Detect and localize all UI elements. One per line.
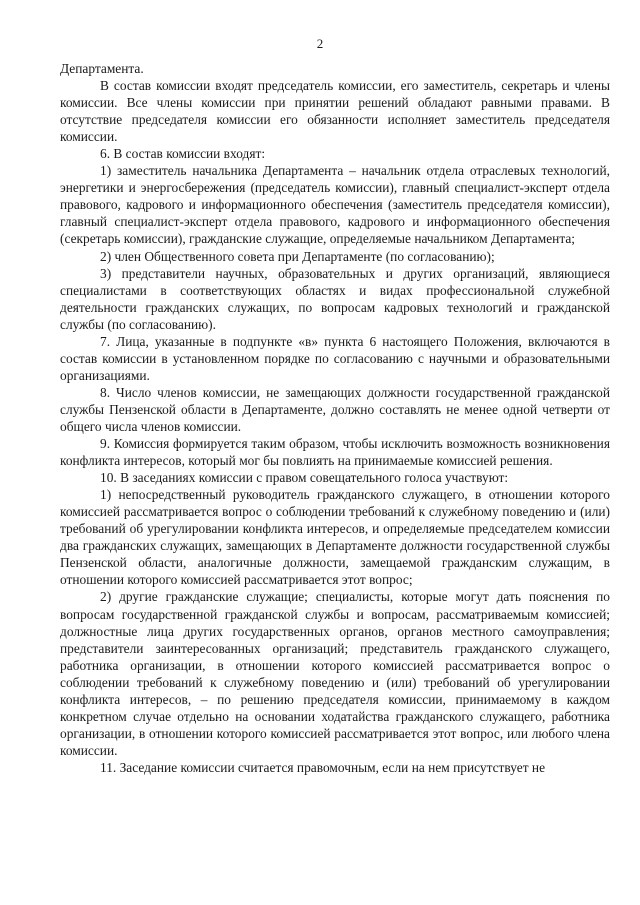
paragraph-commission-composition: В состав комиссии входят председатель комиссии, его заместитель, секретарь и члены комиссии. Все члены комиссии при принятии решений обладают равными правами. В отсутствие председателя комиссии его обязанности исполняет заместитель председателя комиссии. — [60, 78, 610, 145]
paragraph-item-10-1: 1) непосредственный руководитель гражданского служащего, в отношении которого комиссией рассматривается вопрос о соблюдении требований к служебному поведению и (или) требований об урегулировании конфликта интересов, и определяемые председателем комиссии два гражданских служащих, замещающих в Департаменте должности государственной службы Пензенской области, аналогичные должности, замещаемой гражданским служащим, в отношении которого комиссией рассматривается этот вопрос; — [60, 487, 610, 588]
paragraph-item-11: 11. Заседание комиссии считается правомочным, если на нем присутствует не — [100, 759, 546, 775]
page-number: 2 — [316, 36, 324, 51]
paragraph-continuation: Департамента. — [60, 61, 144, 76]
paragraph-item-10: 10. В заседаниях комиссии с правом совещательного голоса участвуют: — [100, 470, 509, 486]
paragraph-item-6-2: 2) член Общественного совета при Департаменте (по согласованию); — [100, 248, 495, 264]
paragraph-item-9: 9. Комиссия формируется таким образом, чтобы исключить возможность возникновения конфликта интересов, который мог бы повлиять на принимаемые комиссией решения. — [60, 436, 610, 469]
paragraph-item-6-3: 3) представители научных, образовательных и других организаций, являющиеся специалистами в соответствующих областях и видах профессиональной служебной деятельности гражданских служащих, по вопросам кадровых технологий и гражданской службы (по согласованию). — [60, 265, 610, 332]
paragraph-item-6-1: 1) заместитель начальника Департамента – начальник отдела отраслевых технологий, энергетики и энергосбережения (председатель комиссии), главный специалист-эксперт отдела правового, кадрового и информационного обеспечения (заместитель председателя комиссии), главный специалист-эксперт отдела правового, кадрового и информационного обеспечения (секретарь комиссии), гражданские служащие, определяемые начальником Департамента; — [60, 163, 610, 247]
document-body — [60, 60, 610, 776]
paragraph-item-7: 7. Лица, указанные в подпункте «в» пункта 6 настоящего Положения, включаются в состав комиссии в установленном порядке по согласованию с научными и образовательными организациями. — [60, 333, 610, 383]
paragraph-item-10-2: 2) другие гражданские служащие; специалисты, которые могут дать пояснения по вопросам государственной гражданской службы и вопросам, рассматриваемым комиссией; должностные лица других государственных органов, органов местного самоуправления; представители заинтересованных организаций; представитель гражданского служащего, работника организации, в отношении которого комиссией рассматривается вопрос о соблюдении требований к служебному поведению и (или) требований об урегулировании конфликта интересов, – по решению председателя комиссии, принимаемому в каждом конкретном случае отдельно на основании ходатайства гражданского служащего, работника организации, в отношении которого комиссией рассматривается этот вопрос, или любого члена комиссии. — [60, 589, 610, 758]
paragraph-item-6: 6. В состав комиссии входят: — [100, 146, 266, 162]
paragraph-item-8: 8. Число членов комиссии, не замещающих должности государственной гражданской службы Пензенской области в Департаменте, должно составлять не менее одной четверти от общего числа членов комиссии. — [60, 384, 610, 434]
